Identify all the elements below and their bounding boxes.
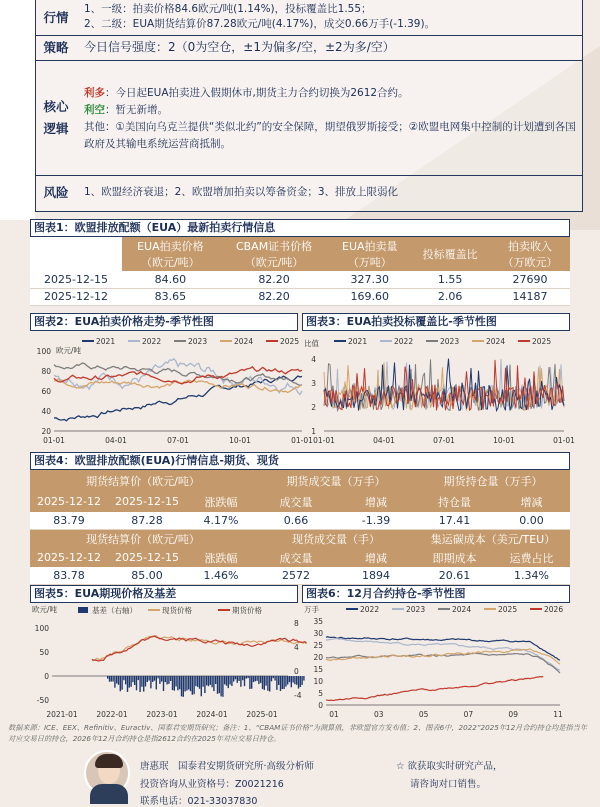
basis-bar [143,676,144,692]
x-tick-label: 2025-01 [246,710,278,719]
legend-label: 期货价格 [232,606,262,615]
chart5-svg [30,603,310,721]
y2-tick-label: 4 [294,643,299,652]
table4-subheader: 增减 [336,548,416,567]
basis-bar [289,676,290,682]
logic-bear: 利空：暂无新增。 [84,104,168,116]
table-row [30,271,570,288]
table4-cell: 4.17% [186,512,256,529]
basis-bar [246,676,247,679]
table1-corner [30,237,122,271]
basis-bar [226,676,227,686]
table4-cell: 17.41 [416,512,493,529]
table4-cell: 87.28 [108,512,186,529]
table4-subheader: 2025-12-12 [30,548,108,567]
table4-title: 图表4：欧盟排放配额(EUA)行情信息-期货、现货 [30,452,570,470]
basis-bar [121,676,122,690]
basis-bar [132,676,133,682]
legend-label: 2023 [406,605,426,614]
table1-cell: 2.06 [410,288,490,305]
risk-label: 风险 [43,185,69,200]
x-tick-label: 07-01 [433,436,455,445]
y-tick-label: 15 [313,665,323,674]
y-tick-label: 100 [34,624,49,633]
footer-right-2: 请咨询对口销售。 [410,779,487,790]
analyst-phone: 联系电话：021-33037830 [140,796,258,807]
y-tick-label: 100 [36,347,51,356]
basis-bar [163,676,164,691]
basis-bar [150,676,151,688]
basis-bar [253,676,254,682]
legend-label: 基差（右轴） [92,606,137,615]
table4-cell: 20.61 [416,567,493,584]
table1-cell: 327.30 [329,271,410,288]
basis-bar [109,676,110,682]
table4-subheader: 即期成本 [416,548,493,567]
table4-cell: 2572 [256,567,336,584]
market-line-1: 1、一级：拍卖价格84.6欧元/吨(1.14%)，投标覆盖比1.55； [84,3,372,15]
table4-cell: 0.00 [493,512,570,529]
basis-bar [181,676,182,696]
chart6-title: 图表6：12月合约持仓-季节性图 [302,585,570,603]
logic-other: 其他：①美国向乌克兰提供“类似北约”的安全保障，期望俄罗斯接受；②欧盟电网集中控制的计划遭到各国政府及其输电系统运营商抵制。 [84,121,576,150]
basis-bar [258,676,259,684]
basis-bar [161,676,162,682]
legend-label: 2024 [234,337,254,346]
basis-bar [256,676,257,681]
table4-group-futures-price: 期货结算价（欧元/吨） [30,470,256,491]
y-tick-label: 4 [311,355,316,364]
analyst-name: 唐惠珉 国泰君安期货研究所·高级分析师 [140,761,315,772]
table1 [30,237,570,306]
chart6-unit: 万手 [304,605,319,614]
basis-bar [127,676,128,692]
chart5-title: 图表5：EUA期现价格及基差 [30,585,298,603]
basis-bar [264,676,265,690]
basis-bar [184,676,185,691]
table4-cell: 83.78 [30,567,108,584]
footnote: 数据来源：ICE、EEX、Refinitiv、Euractiv、国泰君安期货研究；备注：1、“CBAM证书价格”为测算值，非欧盟官方发布值；2、图表6中，2022”2025年12月合约持仓均是指当年对应交易日的持仓，2026年12月合约持仓是指2612合约在2025年对应交易日持仓。 [8,723,588,743]
x-tick-label: 10-01 [229,436,251,445]
y-tick-label: 80 [41,367,51,376]
x-tick-label: 09 [508,710,518,719]
basis-bar [157,676,158,678]
legend-label: 2022 [142,337,162,346]
basis-bar [120,676,121,691]
legend-label: 2022 [394,337,414,346]
legend-label: 2024 [486,337,506,346]
legend-label: 2024 [452,605,472,614]
strategy-label: 策略 [43,40,69,55]
basis-bar [130,676,131,687]
table4-group-futures-volume: 期货成交量（万手） [256,470,416,491]
basis-bar [125,676,126,684]
basis-bar [192,676,193,695]
chart3-unit: 比值 [304,339,319,348]
basis-bar [179,676,180,689]
basis-bar [138,676,139,680]
basis-bar [188,676,189,689]
legend-label: 2023 [188,337,208,346]
chart2-unit: 欧元/吨 [56,346,82,355]
legend-label: 2025 [280,337,300,346]
table1-cell: 1.55 [410,271,490,288]
table1-cell: 83.65 [122,288,219,305]
basis-bar [123,676,124,680]
table4-subheader: 运费占比 [493,548,570,567]
basis-bar [208,676,209,686]
y-tick-label: 20 [313,653,323,662]
table4-group-futures-oi: 期货持仓量（万手） [416,470,570,491]
basis-bar [186,676,187,691]
risk-text: 1、欧盟经济衰退；2、欧盟增加拍卖以筹备资金；3、排放上限弱化 [84,186,399,198]
basis-bar [262,676,263,689]
basis-bar [168,676,169,684]
x-tick-label: 01-01 [43,436,65,445]
table-row [30,288,570,305]
market-line-2: 2、二级：EUA期货结算价87.28欧元/吨(4.17%)，成交0.66万手(-1.39)。 [84,18,436,30]
basis-bar [215,676,216,684]
logic-bull: 利多：今日起EUA拍卖进入假期休市,期货主力合约切换为2612合约。 [84,87,409,99]
y-tick-label: 5 [318,689,323,698]
basis-bar [156,676,157,689]
basis-bar [116,676,117,683]
y-tick-label: 50 [39,648,49,657]
x-tick-label: 04-01 [373,436,395,445]
x-tick-label: 2021-01 [46,710,78,719]
basis-bar [255,676,256,681]
basis-bar [292,676,293,683]
basis-bar [224,676,225,684]
table1-cell: 169.60 [329,288,410,305]
x-tick-label: 2024-01 [196,710,228,719]
y-tick-label: 0 [44,672,49,681]
basis-bar [269,676,270,691]
basis-bar [206,676,207,685]
basis-bar [222,676,223,697]
y2-tick-label: 8 [294,619,299,628]
table1-cell: 2025-12-12 [30,288,122,305]
y-tick-label: 1 [311,427,316,436]
basis-bar [294,676,295,684]
basis-bar [233,676,234,682]
legend-label: 2021 [348,337,368,346]
basis-bar [148,676,149,681]
risk-row [36,176,582,210]
table1-header-cbam: CBAM证书价格 （欧元/吨） [219,237,330,271]
basis-bar [249,676,250,689]
y2-tick-label: 0 [294,667,299,676]
legend-label: 现货价格 [162,606,192,615]
table4-cell: 0.66 [256,512,336,529]
avatar-hair [95,754,123,768]
table1-header-volume: EUA拍卖量 （万吨） [329,237,410,271]
x-tick-label: 05 [418,710,429,719]
basis-bar [267,676,268,691]
table1-title: 图表1：欧盟排放配额（EUA）最新拍卖行情信息 [30,219,570,237]
legend-label: 2026 [544,605,564,614]
x-tick-label: 11 [553,710,563,719]
table4-subheader: 增减 [336,491,416,512]
basis-bar [280,676,281,691]
basis-bar [177,676,178,690]
basis-bar [265,676,266,686]
series-line [326,637,560,661]
table1-cell: 84.60 [122,271,219,288]
x-tick-label: 01-01 [313,436,335,445]
x-tick-label: 10-01 [493,436,515,445]
basis-bar [296,676,297,685]
table4 [30,470,570,585]
y-tick-label: 40 [41,407,51,416]
y-tick-label: 60 [41,387,51,396]
x-tick-label: 01-01 [291,436,313,445]
x-tick-label: 2023-01 [146,710,178,719]
basis-bar [166,676,167,684]
basis-bar [193,676,194,694]
table1-cell: 82.20 [219,288,330,305]
basis-bar [211,676,212,687]
basis-bar [107,676,108,679]
footer [0,746,600,807]
chart2-title: 图表2：EUA拍卖价格走势-季节性图 [30,313,298,331]
summary-box [35,0,583,212]
table4-cell: -1.39 [336,512,416,529]
x-tick-label: 01-01 [553,436,575,445]
basis-bar [247,676,248,678]
y-tick-label: 35 [313,617,323,626]
basis-bar [201,676,202,696]
logic-content [84,85,578,153]
basis-bar [145,676,146,686]
basis-bar [141,676,142,687]
table4-subheader: 2025-12-15 [108,548,186,567]
basis-bar [274,676,275,681]
market-content [84,2,578,32]
table1-header-price: EUA拍卖价格 （欧元/吨） [122,237,219,271]
table1-header-cover: 投标覆盖比 [410,237,490,271]
basis-bar [111,676,112,682]
chart5-unit: 欧元/吨 [32,605,58,614]
basis-bar [242,676,243,680]
table1-cell: 2025-12-15 [30,271,122,288]
basis-bar [228,676,229,688]
legend-swatch [78,607,88,613]
table4-group-spot-volume: 现货成交量（手） [256,529,416,548]
basis-bar [139,676,140,692]
table4-cell: 1894 [336,567,416,584]
x-tick-label: 04-01 [105,436,127,445]
basis-bar [147,676,148,682]
table4-subheader: 成交量 [256,548,336,567]
basis-bar [136,676,137,690]
chart3-title: 图表3：EUA拍卖投标覆盖比-季节性图 [302,313,570,331]
y2-tick-label: -4 [294,691,302,700]
basis-bar [183,676,184,697]
table-row [30,567,570,584]
basis-bar [237,676,238,683]
chart6-svg [302,603,572,721]
y-tick-label: 0 [318,701,323,710]
table-row [30,512,570,529]
series-line [326,653,560,673]
basis-bar [129,676,130,688]
basis-bar [260,676,261,683]
background-left-shape [0,0,35,220]
table4-subheader: 持仓量 [416,491,493,512]
basis-bar [300,676,301,687]
basis-bar [271,676,272,681]
market-row [36,0,582,36]
basis-bar [235,676,236,679]
basis-bar [174,676,175,691]
footer-right-1: ☆ 欲获取实时研究产品， [396,761,503,772]
table4-subheader: 涨跌幅 [186,548,256,567]
basis-bar [229,676,230,684]
basis-bar [175,676,176,686]
basis-bar [276,676,277,690]
table4-subheader: 2025-12-12 [30,491,108,512]
basis-bar [283,676,284,689]
basis-bar [170,676,171,681]
x-tick-label: 2022-01 [96,710,128,719]
basis-bar [154,676,155,681]
table4-subheader: 2025-12-15 [108,491,186,512]
table1-cell: 14187 [490,288,570,305]
basis-bar [291,676,292,687]
basis-bar [165,676,166,682]
logic-label-text: 核心逻辑 [43,99,69,136]
table4-cell: 83.79 [30,512,108,529]
y-tick-label: 30 [313,629,323,638]
basis-bar [204,676,205,693]
basis-bar [220,676,221,696]
basis-bar [112,676,113,682]
y-tick-label: 2 [311,403,316,412]
basis-bar [190,676,191,691]
y-tick-label: 3 [311,379,316,388]
basis-bar [238,676,239,681]
x-tick-label: 07-01 [167,436,189,445]
basis-bar [134,676,135,685]
basis-bar [244,676,245,686]
basis-bar [152,676,153,682]
table4-subheader: 涨跌幅 [186,491,256,512]
table4-group-spot-price: 现货结算价（欧元/吨） [30,529,256,548]
basis-bar [210,676,211,685]
basis-bar [195,676,196,686]
legend-label: 2023 [440,337,460,346]
table1-cell: 82.20 [219,271,330,288]
basis-bar [240,676,241,687]
avatar [84,750,130,796]
basis-bar [298,676,299,689]
basis-bar [273,676,274,678]
basis-bar [213,676,214,691]
strategy-row [36,36,582,61]
legend-label: 2025 [532,337,552,346]
basis-bar [114,676,115,688]
x-tick-label: 01 [329,710,339,719]
avatar-body [90,784,128,804]
legend-label: 2022 [360,605,380,614]
basis-bar [118,676,119,685]
y-tick-label: 25 [313,641,323,650]
y-tick-label: 10 [313,677,323,686]
basis-bar [159,676,160,684]
y-tick-label: 20 [41,427,51,436]
table4-group-shipping: 集运碳成本（美元/TEU） [416,529,570,548]
basis-bar [285,676,286,687]
table4-cell: 85.00 [108,567,186,584]
basis-bar [219,676,220,693]
table1-header-revenue: 拍卖收入 （万欧元） [490,237,570,271]
basis-bar [172,676,173,690]
legend-label: 2021 [96,337,116,346]
logic-label [36,61,76,175]
basis-bar [287,676,288,685]
basis-bar [282,676,283,689]
logic-row [36,61,582,176]
market-label: 行情 [43,9,69,25]
basis-bar [231,676,232,686]
series-line [326,677,543,701]
basis-bar [251,676,252,689]
basis-bar [197,676,198,687]
legend-label: 2025 [498,605,518,614]
basis-bar [202,676,203,687]
chart3-svg [302,333,575,448]
strategy-text: 今日信号强度：2（0为空仓，±1为偏多/空，±2为多/空） [84,40,395,54]
table1-cell: 27690 [490,271,570,288]
table4-subheader: 成交量 [256,491,336,512]
table4-cell: 1.46% [186,567,256,584]
table4-subheader: 增减 [493,491,570,512]
y-tick-label: -50 [36,696,49,705]
basis-bar [199,676,200,689]
table4-cell: 1.34% [493,567,570,584]
basis-bar [278,676,279,685]
x-tick-label: 07 [463,710,474,719]
basis-bar [217,676,218,694]
x-tick-label: 03 [374,710,384,719]
analyst-license: 投资咨询从业资格号：Z0021216 [140,779,284,790]
